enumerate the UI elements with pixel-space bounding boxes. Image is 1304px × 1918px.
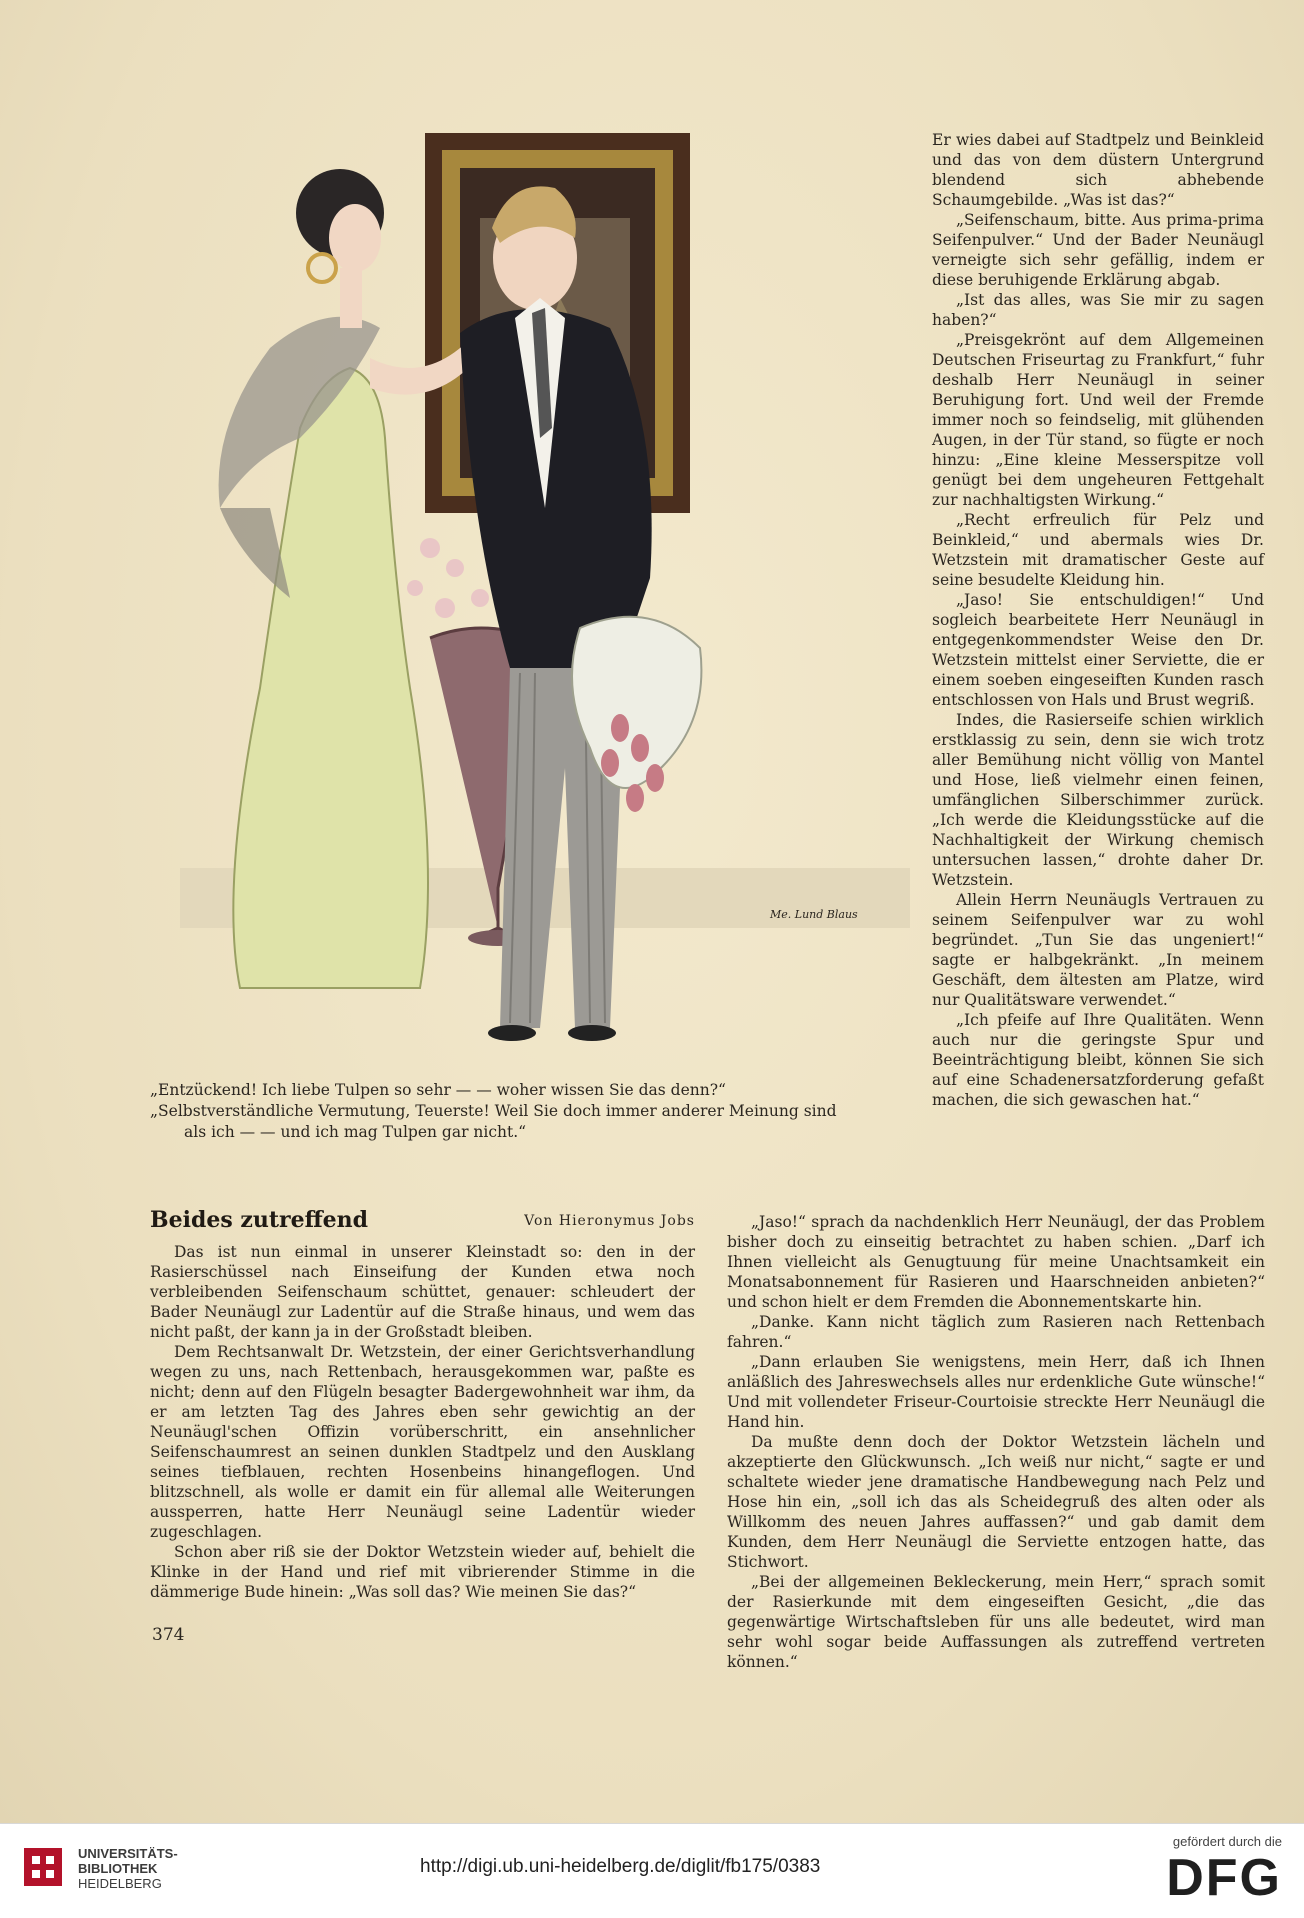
article-header xyxy=(150,1207,695,1235)
article-byline: Von Hieronymus Jobs xyxy=(524,1213,695,1229)
right-paragraph: Er wies dabei auf Stadtpelz und Beinkleid und das von dem düstern Untergrund blendend sich abhebende Schaumgebilde. „Was ist das?“ xyxy=(932,131,1264,209)
caption-line: „Selbstverständliche Vermutung, Teuerste! Weil Sie doch immer anderer Meinung sind xyxy=(150,1102,837,1120)
article-paragraph: Schon aber riß sie der Doktor Wetzstein wieder auf, behielt die Klinke in der Hand und rief mit vibrierender Stimme in die dämmerige Bude hinein: „Was soll das? Wie meinen Sie das?“ xyxy=(150,1543,695,1601)
right-paragraph: Indes, die Rasierseife schien wirklich erstklassig zu sein, denn sie wich trotz aller Bemühung nicht völlig von Mantel und Hose, ließ vielmehr einen feinen, umfänglichen Silberschimmer zurück. „Ich werde die Kleidungsstücke auf die Nachhaltigkeit der Wirkung chemisch untersuchen lassen,“ drohte daher Dr. Wetzstein. xyxy=(932,711,1264,889)
institution-line: HEIDELBERG xyxy=(78,1876,162,1891)
article-paragraph: „Jaso!“ sprach da nachdenklich Herr Neunäugl, der das Problem bisher doch zu einseitig betrachtet zu haben schien. „Darf ich Ihnen vielleicht als Genugtuung für meine Unachtsamkeit ein Monatsabonnement für Rasieren und Haarschneiden anbieten?“ und schon hielt er dem Fremden die Abonnementskarte hin. xyxy=(727,1213,1265,1311)
illustration-signature: Me. Lund Blaus xyxy=(770,908,858,921)
institution-name xyxy=(78,1846,178,1891)
right-paragraph: „Recht erfreulich für Pelz und Beinkleid,“ und abermals wies Dr. Wetzstein mit dramatischer Geste auf seine besudelte Kleidung hin. xyxy=(932,511,1264,589)
illustration-caption xyxy=(150,1080,910,1143)
article-paragraph: „Danke. Kann nicht täglich zum Rasieren nach Rettenbach fahren.“ xyxy=(727,1313,1265,1351)
article-paragraph: „Bei der allgemeinen Bekleckerung, mein Herr,“ sprach somit der Rasierkunde mit dem eingeseiften Gesicht, „die das gegenwärtige Wirtschaftsleben für uns alle bedeutet, wird man sehr wohl sogar beide Auffassungen als zutreffend vertreten können.“ xyxy=(727,1573,1265,1671)
article-title: Beides zutreffend xyxy=(150,1207,369,1233)
article-paragraph: Das ist nun einmal in unserer Kleinstadt so: den in der Rasierschüssel nach Einseifung der Kunden etwa noch verbleibenden Seifenschaum schüttet, genauer: schleudert der Bader Neunäugl zur Ladentür auf die Straße hinaus, und wem das nicht paßt, der kann ja in der Großstadt bleiben. xyxy=(150,1243,695,1341)
university-seal-icon xyxy=(22,1846,64,1888)
funding-label: gefördert durch die xyxy=(1172,1834,1282,1849)
right-column-text xyxy=(932,130,1264,1110)
right-paragraph: „Ich pfeife auf Ihre Qualitäten. Wenn auch nur die geringste Spur und Beeinträchtigung bleibt, können Sie sich auf eine Schadenersatzforderung gefaßt machen, die sich gewaschen hat.“ xyxy=(932,1011,1264,1109)
right-paragraph: „Preisgekrönt auf dem Allgemeinen Deutschen Friseurtag zu Frankfurt,“ fuhr deshalb Herr Neunäugl in seiner Beruhigung fort. Und weil der Fremde immer noch so feindselig, mit glühenden Augen, in der Tür stand, so fügte er noch hinzu: „Eine kleine Messerspitze voll genügt bei dem ungeheuren Fettgehalt zur nachhaltigsten Wirkung.“ xyxy=(932,331,1264,509)
right-paragraph: „Jaso! Sie entschuldigen!“ Und sogleich bearbeitete Herr Neunäugl in entgegenkommendster Weise den Dr. Wetzstein mittelst einer Serviette, die er einem soeben eingeseiften Kunden rasch entschlossen von Hals und Brust wegriß. xyxy=(932,591,1264,709)
article-paragraph: Dem Rechtsanwalt Dr. Wetzstein, der einer Gerichtsverhandlung wegen zu uns, nach Rettenbach, herausgekommen war, paßte es nicht; denn auf den Flügeln besagter Badergewohnheit war ihm, da er am letzten Tag des Jahres eben sehr gewichtig an der Neunäugl'schen Offizin vorüberschritt, ein ansehnlicher Seifenschaumrest an seinen dunklen Stadtpelz und den Ausklang seines tiefblauen, rechten Hosenbeins hinangeflogen. Und blitzschnell, als wolle er damit ein für allemal alle Weiterungen aussperren, hatte Herr Neunäugl seine Ladentür wieder zugeschlagen. xyxy=(150,1343,695,1541)
article-paragraph: Da mußte denn doch der Doktor Wetzstein lächeln und akzeptierte den Glückwunsch. „Ich weiß nur nicht,“ sagte er und schaltete wieder jene dramatische Handbewegung nach Pelz und Hose hin ein, „soll ich das als Scheidegruß des alten oder als Willkomm des neuen Jahres auffassen?“ und gab damit dem Kunden, dem Herr Neunäugl die Serviette entzogen hatte, das Stichwort. xyxy=(727,1433,1265,1571)
right-paragraph: „Ist das alles, was Sie mir zu sagen haben?“ xyxy=(932,291,1264,329)
caption-line: „Entzückend! Ich liebe Tulpen so sehr — — woher wissen Sie das denn?“ xyxy=(150,1081,726,1099)
article-paragraph: „Dann erlauben Sie wenigstens, mein Herr, daß ich Ihnen anläßlich des Jahreswechsels alles nur erdenkliche Gute wünsche!“ Und mit vollendeter Friseur-Courtoisie streckte Herr Neunäugl die Hand hin. xyxy=(727,1353,1265,1431)
right-paragraph: Allein Herrn Neunäugls Vertrauen zu seinem Seifenpulver war zu wohl begründet. „Tun Sie das ungeniert!“ sagte er halbgekränkt. „In meinem Geschäft, dem ältesten am Platze, wird nur Qualitätsware verwendet.“ xyxy=(932,891,1264,1009)
caption-line: als ich — — und ich mag Tulpen gar nicht.“ xyxy=(184,1123,527,1141)
institution-line: BIBLIOTHEK xyxy=(78,1861,158,1876)
right-paragraph: „Seifenschaum, bitte. Aus prima-prima Seifenpulver.“ Und der Bader Neunäugl verneigte sich sehr gefällig, indem er diese beruhigende Erklärung abgab. xyxy=(932,211,1264,289)
page-number: 374 xyxy=(152,1625,185,1645)
illustration-couple-tulips xyxy=(180,128,910,1068)
footer-bar xyxy=(0,1823,1304,1918)
permalink-url[interactable]: http://digi.ub.uni-heidelberg.de/diglit/fb175/0383 xyxy=(420,1856,821,1877)
article-left-column xyxy=(150,1242,695,1602)
article-middle-column xyxy=(727,1212,1265,1672)
dfg-logo: DFG xyxy=(1166,1849,1282,1907)
institution-line: UNIVERSITÄTS- xyxy=(78,1846,178,1861)
